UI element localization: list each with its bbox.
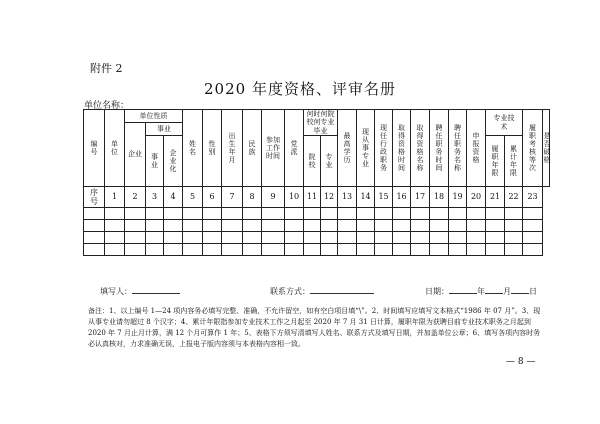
contact-field: [270, 285, 374, 297]
table-row: [84, 232, 550, 244]
table-row: [84, 244, 550, 256]
page-title: 2020 年度资格、评审名册: [204, 80, 396, 98]
header-zhuanye-jishu: 专业技术: [486, 110, 523, 136]
col-num: 8: [243, 187, 262, 208]
header-xingbie: 性别: [203, 110, 222, 187]
header-dangpai: 党派: [285, 110, 304, 187]
year-char: 年: [477, 287, 485, 296]
appendix-label: 附件 2: [90, 62, 123, 75]
col-num: 22: [505, 187, 523, 208]
col-num: 7: [222, 187, 243, 208]
header-xueli: 最高学历: [338, 110, 357, 187]
contact-blank[interactable]: [310, 285, 374, 294]
col-num: 23: [523, 187, 543, 208]
header-shifou: 是否破格: [543, 110, 550, 187]
header-biaohao: 编号: [84, 110, 105, 187]
header-quzige-shijian: 取得资格时间: [393, 110, 411, 187]
header-pinren-mingcheng: 聘任职务名称: [449, 110, 467, 187]
filler-label: 填写人：: [100, 287, 132, 296]
header-heshi: 何时何院校何专业毕业: [304, 110, 338, 136]
day-blank[interactable]: [511, 285, 529, 294]
col-num: 11: [304, 187, 321, 208]
header-pinren-shijian: 聘任职务时间: [430, 110, 449, 187]
col-num: 13: [338, 187, 357, 208]
header-canjia: 参加工作时间: [262, 110, 285, 187]
header-leiji: 累计年限: [505, 136, 523, 187]
month-blank[interactable]: [485, 285, 503, 294]
year-blank[interactable]: [449, 285, 477, 294]
col-num: 20: [467, 187, 486, 208]
header-xianren: 现任行政职务: [375, 110, 393, 187]
header-minzu: 民族: [243, 110, 262, 187]
header-chusheng: 出生年月: [222, 110, 243, 187]
table-row: [84, 208, 550, 220]
col-num: 15: [375, 187, 393, 208]
day-char: 日: [529, 287, 537, 296]
header-lvzhi: 履职年限: [486, 136, 505, 187]
month-char: 月: [503, 287, 511, 296]
header-xiancong: 现从事专业: [357, 110, 375, 187]
header-danwei: 单位: [105, 110, 125, 187]
col-num: 10: [285, 187, 304, 208]
table-row: [84, 220, 550, 232]
column-number-row: [84, 187, 550, 208]
header-shiye-group: 事业: [146, 123, 183, 136]
filler-blank[interactable]: [132, 285, 180, 294]
page-number: — 8 —: [506, 357, 536, 367]
col-num: 9: [262, 187, 285, 208]
header-yuanxiao: 院校: [304, 136, 321, 187]
col-num: 14: [357, 187, 375, 208]
header-shenbao: 申报资格: [467, 110, 486, 187]
col-num: 2: [125, 187, 146, 208]
number-row-label: 序号: [84, 187, 105, 208]
header-shiye: 事业: [146, 136, 164, 187]
notes-text: 备注：1、以上编号 1—24 项内容务必填写完整、准确，不允许留空，如有空白项目填“\”。2、时间填写应填写文本格式“1986 年 07 月”。3、现从事专业请勿超过 8 个汉字；4、累计年限指参加专业技术工作之月起至 2020 年 7 月 31 日计算，履职年限为获聘目前专业技术职务之月起到 2020 年 7 月止月计算，满 12 个月可算作 1 年；5、表格下方须写清填写人姓名、联系方式及填写日期，并加盖单位公章；6、填写各项内容时务必认真核对，力求准确无误，上报电子版内容须与本表格内容相一致。: [88, 307, 541, 348]
col-num: 19: [449, 187, 467, 208]
date-field: [425, 285, 537, 297]
col-num: 17: [411, 187, 430, 208]
col-num: 21: [486, 187, 505, 208]
col-num: 1: [105, 187, 125, 208]
col-num: 6: [203, 187, 222, 208]
filler-field: [100, 285, 180, 297]
header-qiye: 企业: [125, 123, 146, 187]
header-zhuanye: 专业: [321, 136, 338, 187]
header-qiyehua: 企业化: [164, 136, 183, 187]
contact-label: 联系方式：: [270, 287, 310, 296]
header-lvzhi-dengci: 履职考核等次: [523, 110, 543, 187]
header-danwei-xingzhi: 单位性质: [125, 110, 183, 123]
header-quzige-mingcheng: 取得资格名称: [411, 110, 430, 187]
col-num: 4: [164, 187, 183, 208]
col-num: 18: [430, 187, 449, 208]
col-num: 12: [321, 187, 338, 208]
roster-table: [83, 109, 550, 256]
col-num: 3: [146, 187, 164, 208]
col-num: 5: [183, 187, 203, 208]
header-xingming: 姓名: [183, 110, 203, 187]
unit-name-label: 单位名称：: [84, 101, 130, 111]
date-label: 日期：: [425, 287, 449, 296]
col-num: 16: [393, 187, 411, 208]
